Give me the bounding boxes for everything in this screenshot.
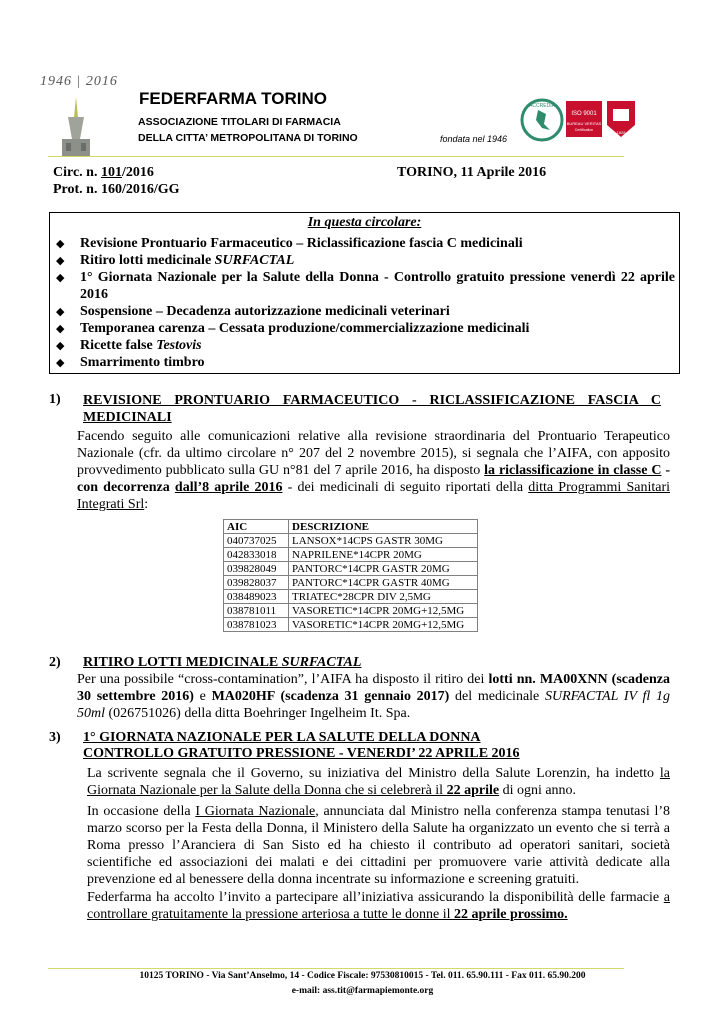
org-name: FEDERFARMA TORINO — [139, 89, 327, 108]
circ-number-value: 101 — [100, 165, 122, 180]
table-row: 038781023 VASORETIC*14CPR 20MG+12,5MG — [224, 618, 478, 632]
column-header-aic: AIC — [224, 520, 289, 534]
bullet-diamond-icon: ◆ — [56, 272, 65, 284]
bullet-diamond-icon: ◆ — [56, 255, 65, 267]
section-3-paragraph-3: Federfarma ha accolto l’invito a partecipare all’iniziativa assicurando la disponibilità delle farmacie a controllare gratuitamente la pressione arteriosa a tutte le donne il 22 aprile prossimo. — [87, 890, 670, 922]
footer-email: e-mail: ass.tit@farmapiemonte.org — [291, 986, 434, 996]
footer-divider — [48, 968, 624, 969]
protocol-number: Prot. n. 160/2016/GG — [53, 182, 180, 197]
table-row: 040737025 LANSOX*14CPS GASTR 30MG — [224, 534, 478, 548]
assoc-line-1: ASSOCIAZIONE TITOLARI DI FARMACIA — [138, 116, 341, 128]
iso-certification-badge — [566, 101, 602, 137]
section-3-heading-2: CONTROLLO GRATUITO PRESSIONE - VENERDI’ 22 APRILE 2016 — [83, 746, 520, 761]
table-row: 038489023 TRIATEC*28CPR DIV 2,5MG — [224, 590, 478, 604]
section-3-paragraph-1: La scrivente segnala che il Governo, su iniziativa del Ministro della Salute Lorenzin, ha indetto la Giornata Nazionale per la Salute della Donna che si celebrerà il 22 aprile di ogni anno. — [87, 766, 670, 798]
medicines-table — [223, 519, 478, 632]
summary-box — [49, 212, 680, 374]
summary-item: ◆ Sospensione – Decadenza autorizzazione medicinali veterinari — [56, 304, 450, 319]
document-date: TORINO, 11 Aprile 2016 — [397, 165, 547, 180]
summary-title: In questa circolare: — [307, 215, 422, 230]
section-1-number: 1) — [49, 392, 61, 407]
section-1-heading: REVISIONE PRONTUARIO FARMACEUTICO - RICLASSIFICAZIONE FASCIA C MEDICINALI — [83, 393, 661, 425]
footer-address: 10125 TORINO - Via Sant’Anselmo, 14 - Codice Fiscale: 97530810015 - Tel. 011. 65.90.111 - Fax 011. 65.90.200 — [139, 971, 586, 981]
bureau-veritas-seal-icon — [603, 99, 639, 139]
section-2-paragraph: Per una possibile “cross-contamination”, l’AIFA ha disposto il ritiro dei lotti nn. MA00XNN (scadenza 30 settembre 2016) e MA020HF (scadenza 31 gennaio 2017) del medicinale SURFACTAL IV fl 1g 50ml (026751026) della ditta Boehringer Ingelheim It. Spa. — [77, 672, 670, 721]
section-2-number: 2) — [49, 655, 61, 670]
table-row: 039828049 PANTORC*14CPR GASTR 20MG — [224, 562, 478, 576]
anniversary-mark: 1946 | 2016 — [40, 74, 118, 89]
summary-item: ◆ Ricette false Testovis — [56, 338, 202, 353]
header-divider — [48, 156, 624, 157]
iso-text: ISO 9001 — [571, 111, 597, 117]
bv-year: 1828 — [616, 130, 626, 135]
summary-item: ◆ Revisione Prontuario Farmaceutico – Riclassificazione fascia C medicinali — [56, 236, 523, 251]
section-3-number: 3) — [49, 730, 61, 745]
bullet-diamond-icon: ◆ — [56, 238, 65, 250]
table-row: 039828037 PANTORC*14CPR GASTR 40MG — [224, 576, 478, 590]
bv-text: BUREAU VERITAS — [566, 121, 602, 126]
bullet-diamond-icon: ◆ — [56, 340, 65, 352]
summary-item: ◆ 1° Giornata Nazionale per la Salute della Donna - Controllo gratuito pressione venerdì 22 aprile 2016 — [56, 270, 675, 302]
circ-prefix: Circ. n. — [53, 165, 101, 180]
table-row: 038781011 VASORETIC*14CPR 20MG+12,5MG — [224, 604, 478, 618]
section-3-paragraph-2: In occasione della I Giornata Nazionale, annunciata dal Ministro nella conferenza stampa tenutasi l’8 marzo scorso per la Festa della Donna, il Ministero della Salute ha organizzato un evento che si terrà a Roma presso l’Aranciera di San Sisto ed ha chiesto il contributo ad operatori sanitari, società scientifiche ed associazioni dei malati e dei cittadini per promuovere varie attività dedicate alla prevenzione ed al benessere della donna incentrate su informazione e screening gratuiti. — [87, 804, 671, 887]
accredia-logo — [520, 98, 564, 142]
summary-item: ◆ Smarrimento timbro — [56, 355, 205, 370]
summary-item: ◆ Temporanea carenza – Cessata produzione/commercializzazione medicinali — [56, 321, 530, 336]
bullet-diamond-icon: ◆ — [56, 357, 65, 369]
section-3-heading-1: 1° GIORNATA NAZIONALE PER LA SALUTE DELLA DONNA — [83, 730, 481, 745]
mole-antonelliana-logo — [46, 95, 106, 157]
summary-item: ◆ Ritiro lotti medicinale SURFACTAL — [56, 253, 295, 268]
bv-cert-text: Certification — [574, 128, 594, 132]
circ-suffix: /2016 — [121, 165, 154, 180]
bullet-diamond-icon: ◆ — [56, 323, 65, 335]
bullet-diamond-icon: ◆ — [56, 306, 65, 318]
founded-note: fondata nel 1946 — [440, 134, 508, 144]
accredia-text: ACCREDIA — [529, 103, 555, 109]
table-row: 042833018 NAPRILENE*14CPR 20MG — [224, 548, 478, 562]
section-2-heading: RITIRO LOTTI MEDICINALE SURFACTAL — [83, 655, 362, 670]
section-1-paragraph: Facendo seguito alle comunicazioni relative alla revisione straordinaria del Prontuario Terapeutico Nazionale (cfr. da ultimo circolare n° 207 del 2 novembre 2015), si segnala che l’AIFA, con apposito provvedimento pubblicato sulla GU n°81 del 7 aprile 2016, ha disposto la riclassificazione in classe C - con decorrenza dall’8 aprile 2016 - dei medicinali di seguito riportati della ditta Programmi Sanitari Integrati Srl: — [77, 429, 670, 512]
table-header-row — [224, 520, 478, 534]
circular-number — [53, 165, 154, 181]
column-header-description: DESCRIZIONE — [289, 520, 478, 534]
assoc-line-2: DELLA CITTA’ METROPOLITANA DI TORINO — [138, 132, 358, 144]
